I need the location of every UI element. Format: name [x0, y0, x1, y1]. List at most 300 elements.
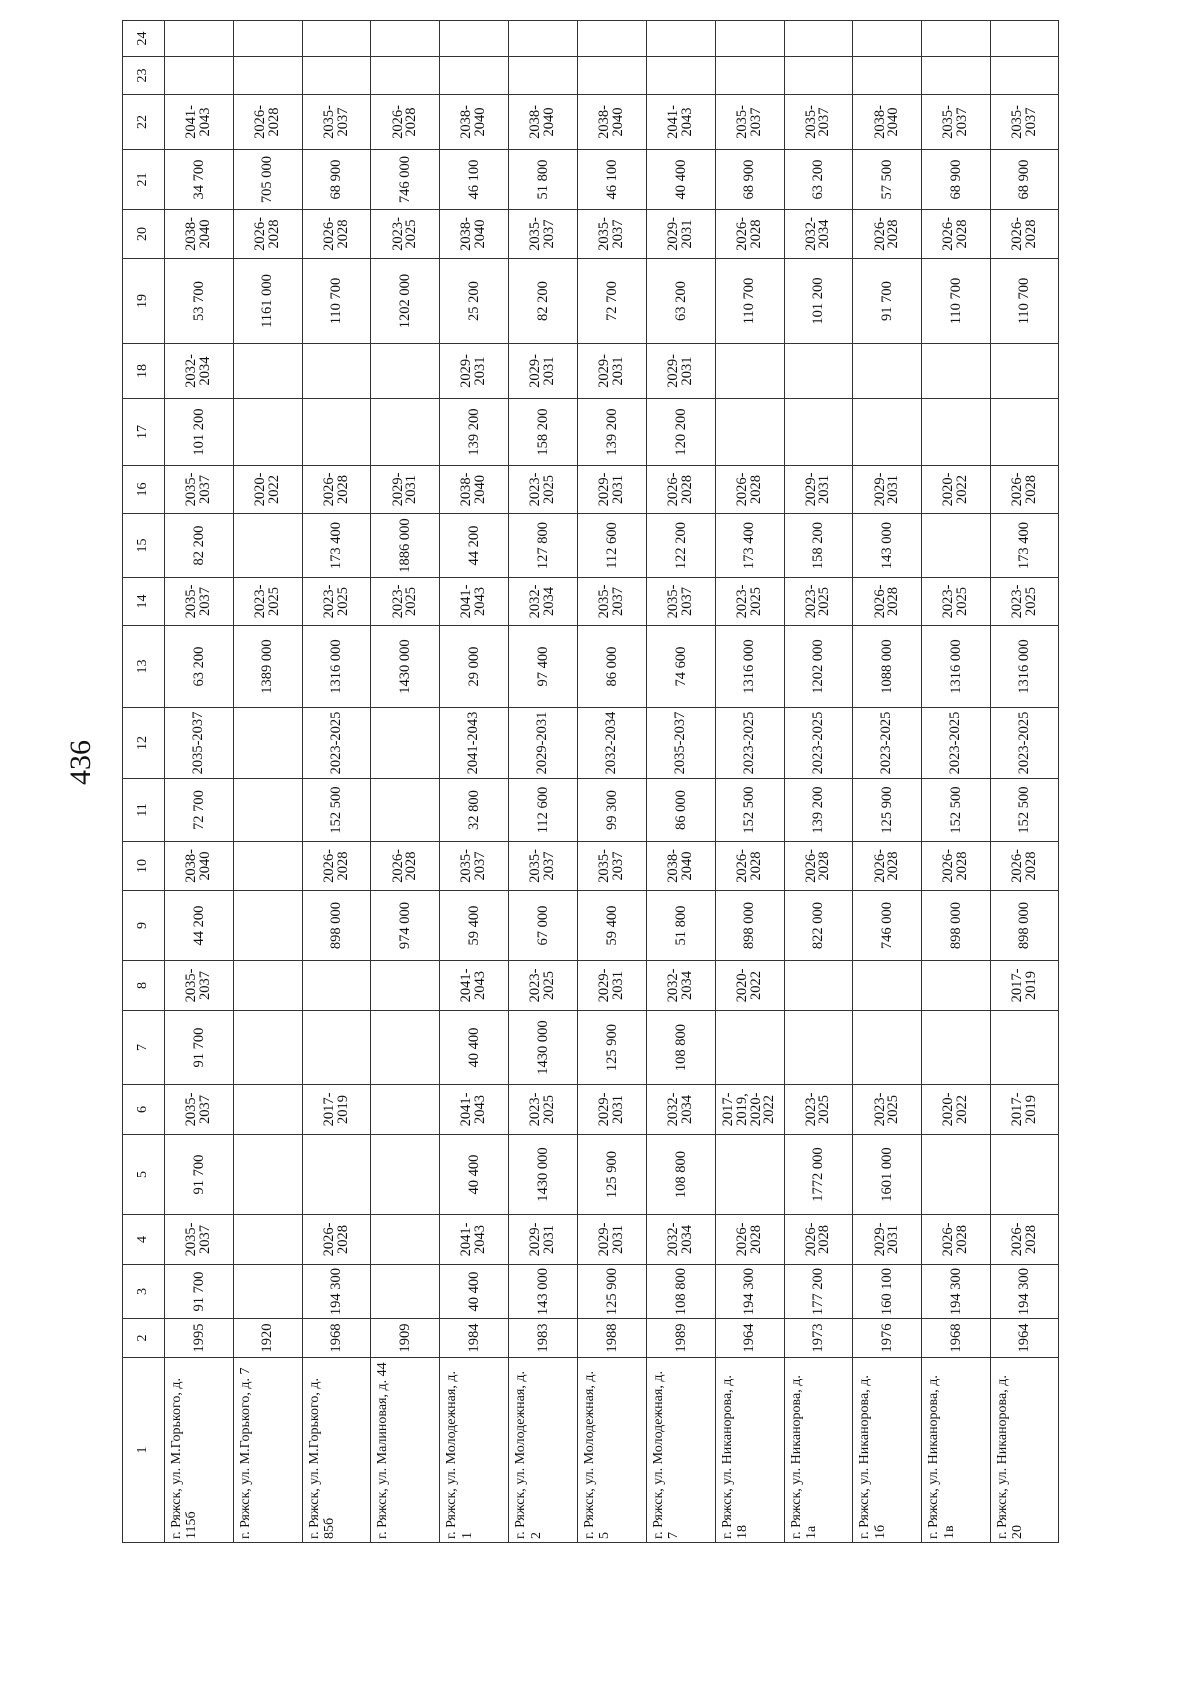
value-cell [302, 1135, 371, 1215]
value-cell: 91 700 [164, 1011, 233, 1085]
value-cell: 29 000 [440, 626, 509, 708]
value-cell: 59 400 [578, 891, 647, 961]
value-cell: 68 900 [991, 150, 1059, 210]
value-cell: 1316 000 [302, 626, 371, 708]
value-cell: 160 100 [853, 1265, 922, 1319]
value-cell [715, 344, 784, 399]
value-cell: 173 400 [715, 514, 784, 578]
period-cell: 2026-2028 [784, 842, 853, 891]
value-cell: 108 800 [646, 1265, 715, 1319]
value-cell: 152 500 [302, 779, 371, 842]
value-cell [371, 1215, 440, 1265]
year-cell: 1976 [853, 1319, 922, 1358]
address-cell: г. Ряжск, ул. Никанорова, д. 18 [715, 1358, 784, 1543]
period-cell: 2035-2037 [784, 95, 853, 150]
period-cell: 2023-2025 [784, 1085, 853, 1135]
period-cell: 2029-2031 [784, 466, 853, 514]
value-cell [991, 57, 1059, 95]
table-row [164, 21, 233, 1543]
value-cell: 152 500 [991, 779, 1059, 842]
value-cell: 125 900 [853, 779, 922, 842]
year-cell: 1973 [784, 1319, 853, 1358]
value-cell: 68 900 [302, 150, 371, 210]
value-cell [302, 961, 371, 1011]
period-cell: 2023-2025 [371, 210, 440, 259]
period-cell: 2032-2034 [164, 344, 233, 399]
period-cell: 2041-2043 [646, 95, 715, 150]
value-cell: 51 800 [509, 150, 578, 210]
value-cell [922, 1011, 991, 1085]
value-cell [371, 57, 440, 95]
period-cell: 2023-2025 [991, 708, 1059, 779]
value-cell [509, 21, 578, 57]
value-cell: 44 200 [440, 514, 509, 578]
column-number-header: 8 [123, 961, 165, 1011]
value-cell [991, 344, 1059, 399]
period-cell: 2023-2025 [715, 578, 784, 626]
header-row [123, 21, 165, 1543]
column-number-header: 21 [123, 150, 165, 210]
period-cell: 2029-2031 [509, 708, 578, 779]
period-cell: 2029-2031 [646, 210, 715, 259]
value-cell [302, 57, 371, 95]
period-cell: 2035-2037 [578, 842, 647, 891]
period-cell: 2026-2028 [715, 842, 784, 891]
period-cell: 2029-2031 [578, 961, 647, 1011]
table-row [371, 21, 440, 1543]
period-cell: 2038-2040 [578, 95, 647, 150]
period-cell: 2017-2019 [991, 1085, 1059, 1135]
value-cell [371, 1085, 440, 1135]
value-cell: 67 000 [509, 891, 578, 961]
period-cell: 2026-2028 [371, 842, 440, 891]
period-cell: 2035-2037 [440, 842, 509, 891]
value-cell [233, 1135, 302, 1215]
period-cell: 2020-2022 [922, 1085, 991, 1135]
column-number-header: 18 [123, 344, 165, 399]
period-cell: 2026-2028 [371, 95, 440, 150]
value-cell: 127 800 [509, 514, 578, 578]
table-row [646, 21, 715, 1543]
period-cell: 2023-2025 [233, 578, 302, 626]
table-row [233, 21, 302, 1543]
value-cell [302, 1011, 371, 1085]
period-cell: 2032-2034 [578, 708, 647, 779]
table-row [853, 21, 922, 1543]
value-cell: 63 200 [784, 150, 853, 210]
value-cell: 1430 000 [509, 1011, 578, 1085]
value-cell: 101 200 [164, 399, 233, 466]
value-cell: 177 200 [784, 1265, 853, 1319]
value-cell: 1202 000 [371, 259, 440, 344]
value-cell [853, 961, 922, 1011]
period-cell: 2026-2028 [853, 210, 922, 259]
address-cell: г. Ряжск, ул. М.Горького, д. 115б [164, 1358, 233, 1543]
address-cell: г. Ряжск, ул. Никанорова, д. 1а [784, 1358, 853, 1543]
period-cell: 2020-2022 [233, 466, 302, 514]
table-row [509, 21, 578, 1543]
value-cell [922, 57, 991, 95]
period-cell: 2026-2028 [646, 466, 715, 514]
value-cell [991, 21, 1059, 57]
period-cell: 2023-2025 [784, 578, 853, 626]
period-cell: 2041-2043 [440, 708, 509, 779]
period-cell: 2026-2028 [922, 1215, 991, 1265]
value-cell: 139 200 [578, 399, 647, 466]
data-table [122, 20, 1059, 1543]
value-cell [233, 1085, 302, 1135]
period-cell: 2035-2037 [578, 210, 647, 259]
value-cell: 194 300 [302, 1265, 371, 1319]
value-cell [233, 891, 302, 961]
year-cell: 1909 [371, 1319, 440, 1358]
address-cell: г. Ряжск, ул. М.Горького, д. 7 [233, 1358, 302, 1543]
period-cell: 2032-2034 [646, 961, 715, 1011]
value-cell [233, 842, 302, 891]
page-number: 436 [64, 740, 97, 785]
address-cell: г. Ряжск, ул. Молодежная, д. 1 [440, 1358, 509, 1543]
value-cell: 898 000 [922, 891, 991, 961]
value-cell [853, 1011, 922, 1085]
value-cell [233, 57, 302, 95]
value-cell [302, 399, 371, 466]
period-cell: 2035-2037 [646, 578, 715, 626]
table-row [302, 21, 371, 1543]
value-cell [371, 708, 440, 779]
year-cell: 1983 [509, 1319, 578, 1358]
value-cell [715, 57, 784, 95]
value-cell: 101 200 [784, 259, 853, 344]
value-cell: 86 000 [646, 779, 715, 842]
address-cell: г. Ряжск, ул. Молодежная, д. 7 [646, 1358, 715, 1543]
period-cell: 2038-2040 [853, 95, 922, 150]
table-row [784, 21, 853, 1543]
value-cell: 158 200 [509, 399, 578, 466]
period-cell: 2035-2037 [164, 708, 233, 779]
period-cell: 2029-2031 [440, 344, 509, 399]
value-cell: 40 400 [440, 1265, 509, 1319]
value-cell: 46 100 [578, 150, 647, 210]
column-number-header: 17 [123, 399, 165, 466]
value-cell [509, 57, 578, 95]
value-cell [233, 514, 302, 578]
column-number-header: 2 [123, 1319, 165, 1358]
value-cell: 59 400 [440, 891, 509, 961]
period-cell: 2041-2043 [164, 95, 233, 150]
year-cell: 1995 [164, 1319, 233, 1358]
value-cell: 40 400 [646, 150, 715, 210]
period-cell: 2029-2031 [578, 1215, 647, 1265]
value-cell: 68 900 [715, 150, 784, 210]
value-cell [371, 21, 440, 57]
value-cell [991, 399, 1059, 466]
period-cell: 2029-2031 [371, 466, 440, 514]
value-cell: 1601 000 [853, 1135, 922, 1215]
period-cell: 2041-2043 [440, 578, 509, 626]
period-cell: 2038-2040 [646, 842, 715, 891]
period-cell: 2023-2025 [853, 708, 922, 779]
value-cell: 898 000 [302, 891, 371, 961]
period-cell: 2026-2028 [922, 842, 991, 891]
value-cell: 1886 000 [371, 514, 440, 578]
period-cell: 2029-2031 [853, 466, 922, 514]
period-cell: 2026-2028 [991, 842, 1059, 891]
table-row [991, 21, 1059, 1543]
value-cell [371, 399, 440, 466]
period-cell: 2035-2037 [991, 95, 1059, 150]
value-cell: 68 900 [922, 150, 991, 210]
value-cell: 125 900 [578, 1011, 647, 1085]
period-cell: 2026-2028 [715, 210, 784, 259]
value-cell: 34 700 [164, 150, 233, 210]
period-cell: 2026-2028 [784, 1215, 853, 1265]
value-cell: 112 600 [509, 779, 578, 842]
value-cell: 822 000 [784, 891, 853, 961]
period-cell: 2023-2025 [715, 708, 784, 779]
value-cell [578, 57, 647, 95]
period-cell: 2032-2034 [646, 1215, 715, 1265]
value-cell: 158 200 [784, 514, 853, 578]
column-number-header: 9 [123, 891, 165, 961]
value-cell: 40 400 [440, 1011, 509, 1085]
value-cell [371, 1265, 440, 1319]
period-cell: 2041-2043 [440, 1085, 509, 1135]
period-cell: 2026-2028 [922, 210, 991, 259]
value-cell [784, 1011, 853, 1085]
value-cell: 44 200 [164, 891, 233, 961]
value-cell: 1389 000 [233, 626, 302, 708]
value-cell: 173 400 [302, 514, 371, 578]
value-cell: 122 200 [646, 514, 715, 578]
period-cell: 2035-2037 [164, 1215, 233, 1265]
period-cell: 2029-2031 [509, 1215, 578, 1265]
column-number-header: 24 [123, 21, 165, 57]
value-cell: 91 700 [164, 1135, 233, 1215]
value-cell: 705 000 [233, 150, 302, 210]
period-cell: 2026-2028 [302, 842, 371, 891]
address-cell: г. Ряжск, ул. М.Горького, д. 85б [302, 1358, 371, 1543]
value-cell: 108 800 [646, 1135, 715, 1215]
period-cell: 2023-2025 [922, 708, 991, 779]
period-cell: 2023-2025 [509, 466, 578, 514]
value-cell: 152 500 [715, 779, 784, 842]
value-cell: 139 200 [440, 399, 509, 466]
year-cell: 1964 [715, 1319, 784, 1358]
period-cell: 2035-2037 [922, 95, 991, 150]
column-number-header: 14 [123, 578, 165, 626]
value-cell [646, 21, 715, 57]
period-cell: 2035-2037 [164, 961, 233, 1011]
period-cell: 2029-2031 [578, 1085, 647, 1135]
period-cell: 2032-2034 [509, 578, 578, 626]
period-cell: 2017-2019 [991, 961, 1059, 1011]
value-cell: 57 500 [853, 150, 922, 210]
column-number-header: 23 [123, 57, 165, 95]
address-cell: г. Ряжск, ул. Молодежная, д. 2 [509, 1358, 578, 1543]
period-cell: 2026-2028 [302, 466, 371, 514]
year-cell: 1920 [233, 1319, 302, 1358]
period-cell: 2017-2019 [302, 1085, 371, 1135]
column-number-header: 13 [123, 626, 165, 708]
value-cell [233, 1265, 302, 1319]
column-number-header: 12 [123, 708, 165, 779]
period-cell: 2035-2037 [509, 842, 578, 891]
year-cell: 1968 [302, 1319, 371, 1358]
value-cell: 1202 000 [784, 626, 853, 708]
period-cell: 2035-2037 [578, 578, 647, 626]
column-number-header: 11 [123, 779, 165, 842]
period-cell: 2041-2043 [440, 961, 509, 1011]
table-row [578, 21, 647, 1543]
value-cell [853, 399, 922, 466]
value-cell: 72 700 [164, 779, 233, 842]
period-cell: 2032-2034 [646, 1085, 715, 1135]
period-cell: 2020-2022 [715, 961, 784, 1011]
value-cell [715, 1011, 784, 1085]
address-cell: г. Ряжск, ул. Никанорова, д. 20 [991, 1358, 1059, 1543]
table-row [440, 21, 509, 1543]
column-number-header: 3 [123, 1265, 165, 1319]
year-cell: 1988 [578, 1319, 647, 1358]
value-cell [715, 21, 784, 57]
value-cell: 125 900 [578, 1135, 647, 1215]
period-cell: 2038-2040 [509, 95, 578, 150]
value-cell [233, 708, 302, 779]
value-cell [784, 399, 853, 466]
period-cell: 2029-2031 [509, 344, 578, 399]
column-number-header: 22 [123, 95, 165, 150]
column-number-header: 4 [123, 1215, 165, 1265]
period-cell: 2026-2028 [233, 210, 302, 259]
year-cell: 1984 [440, 1319, 509, 1358]
value-cell [164, 21, 233, 57]
value-cell [922, 1135, 991, 1215]
table-row [922, 21, 991, 1543]
value-cell [371, 1011, 440, 1085]
value-cell: 1161 000 [233, 259, 302, 344]
value-cell: 194 300 [715, 1265, 784, 1319]
value-cell [371, 1135, 440, 1215]
column-number-header: 16 [123, 466, 165, 514]
value-cell: 139 200 [784, 779, 853, 842]
period-cell: 2026-2028 [853, 578, 922, 626]
value-cell [233, 1215, 302, 1265]
value-cell: 1430 000 [371, 626, 440, 708]
address-cell: г. Ряжск, ул. Никанорова, д. 1б [853, 1358, 922, 1543]
period-cell: 2026-2028 [853, 842, 922, 891]
value-cell [233, 399, 302, 466]
value-cell [371, 779, 440, 842]
period-cell: 2035-2037 [715, 95, 784, 150]
value-cell: 1316 000 [922, 626, 991, 708]
value-cell: 91 700 [853, 259, 922, 344]
value-cell: 1772 000 [784, 1135, 853, 1215]
value-cell: 1088 000 [853, 626, 922, 708]
value-cell: 108 800 [646, 1011, 715, 1085]
period-cell: 2035-2037 [646, 708, 715, 779]
year-cell: 1989 [646, 1319, 715, 1358]
value-cell: 1316 000 [715, 626, 784, 708]
column-number-header: 7 [123, 1011, 165, 1085]
period-cell: 2026-2028 [991, 1215, 1059, 1265]
value-cell: 91 700 [164, 1265, 233, 1319]
value-cell [922, 514, 991, 578]
period-cell: 2023-2025 [302, 578, 371, 626]
period-cell: 2035-2037 [164, 578, 233, 626]
period-cell: 2023-2025 [991, 578, 1059, 626]
value-cell [440, 57, 509, 95]
value-cell [853, 57, 922, 95]
address-cell: г. Ряжск, ул. Никанорова, д. 1в [922, 1358, 991, 1543]
period-cell: 2035-2037 [509, 210, 578, 259]
value-cell: 1430 000 [509, 1135, 578, 1215]
value-cell: 110 700 [715, 259, 784, 344]
period-cell: 2020-2022 [922, 466, 991, 514]
period-cell: 2026-2028 [715, 466, 784, 514]
value-cell [302, 344, 371, 399]
value-cell: 63 200 [646, 259, 715, 344]
period-cell: 2035-2037 [164, 1085, 233, 1135]
rotated-table-container [122, 31, 1059, 1543]
value-cell: 25 200 [440, 259, 509, 344]
period-cell: 2023-2025 [302, 708, 371, 779]
year-cell: 1964 [991, 1319, 1059, 1358]
value-cell [922, 399, 991, 466]
value-cell [715, 1135, 784, 1215]
period-cell: 2038-2040 [164, 842, 233, 891]
value-cell: 32 800 [440, 779, 509, 842]
column-number-header: 20 [123, 210, 165, 259]
period-cell: 2023-2025 [371, 578, 440, 626]
value-cell [922, 961, 991, 1011]
value-cell [784, 344, 853, 399]
value-cell: 110 700 [302, 259, 371, 344]
value-cell [578, 21, 647, 57]
value-cell: 72 700 [578, 259, 647, 344]
column-number-header: 10 [123, 842, 165, 891]
period-cell: 2023-2025 [853, 1085, 922, 1135]
period-cell: 2023-2025 [509, 1085, 578, 1135]
period-cell: 2038-2040 [164, 210, 233, 259]
value-cell: 53 700 [164, 259, 233, 344]
year-cell: 1968 [922, 1319, 991, 1358]
value-cell [784, 21, 853, 57]
period-cell: 2023-2025 [509, 961, 578, 1011]
period-cell: 2017-2019, 2020-2022 [715, 1085, 784, 1135]
period-cell: 2026-2028 [991, 466, 1059, 514]
value-cell [233, 344, 302, 399]
value-cell: 112 600 [578, 514, 647, 578]
value-cell: 110 700 [922, 259, 991, 344]
address-cell: г. Ряжск, ул. Молодежная, д. 5 [578, 1358, 647, 1543]
value-cell [853, 344, 922, 399]
table-row [715, 21, 784, 1543]
value-cell: 898 000 [715, 891, 784, 961]
period-cell: 2026-2028 [715, 1215, 784, 1265]
value-cell: 898 000 [991, 891, 1059, 961]
value-cell: 110 700 [991, 259, 1059, 344]
value-cell: 63 200 [164, 626, 233, 708]
period-cell: 2038-2040 [440, 466, 509, 514]
value-cell [302, 21, 371, 57]
value-cell [853, 21, 922, 57]
period-cell: 2041-2043 [440, 1215, 509, 1265]
period-cell: 2029-2031 [578, 466, 647, 514]
period-cell: 2029-2031 [646, 344, 715, 399]
period-cell: 2026-2028 [302, 210, 371, 259]
value-cell: 194 300 [922, 1265, 991, 1319]
period-cell: 2032-2034 [784, 210, 853, 259]
